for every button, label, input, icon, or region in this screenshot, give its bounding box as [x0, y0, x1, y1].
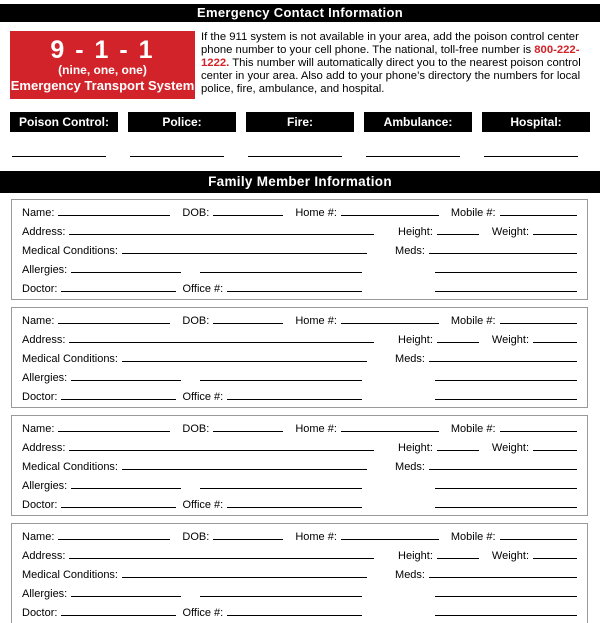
allergies-continuation-line[interactable] [200, 477, 362, 489]
height-label: Height: [398, 334, 433, 346]
height-fill-line[interactable] [437, 439, 479, 451]
doctor-label: Doctor: [22, 391, 58, 403]
doctor-fill-line[interactable] [61, 496, 176, 508]
dob-label: DOB: [182, 207, 210, 219]
office-phone-label: Office #: [182, 283, 224, 295]
dob-fill-line[interactable] [213, 312, 283, 324]
weight-label: Weight: [491, 334, 529, 346]
dob-label: DOB: [182, 423, 210, 435]
dob-label: DOB: [182, 315, 210, 327]
address-label: Address: [22, 442, 66, 454]
911-caption: Emergency Transport System [10, 78, 195, 93]
mobile-phone-fill-line[interactable] [500, 204, 577, 216]
name-label: Name: [22, 531, 55, 543]
allergies-fill-line[interactable] [71, 585, 181, 597]
member-row-allergies [22, 369, 577, 388]
meds-fill-line[interactable] [429, 350, 577, 362]
member-row-identity [22, 420, 577, 439]
member-row-medical [22, 350, 577, 369]
contact-fill-line-1[interactable] [128, 156, 236, 159]
meds-continuation-line-2[interactable] [435, 604, 577, 616]
weight-label: Weight: [491, 442, 529, 454]
emergency-contact-lines-row [0, 156, 600, 159]
contact-label-1: Police: [128, 112, 236, 132]
meds-continuation-line-1[interactable] [435, 261, 577, 273]
meds-continuation-line-1[interactable] [435, 585, 577, 597]
height-fill-line[interactable] [437, 331, 479, 343]
member-row-address [22, 223, 577, 242]
home-phone-label: Home #: [295, 207, 337, 219]
address-fill-line[interactable] [69, 439, 374, 451]
home-phone-label: Home #: [295, 315, 337, 327]
meds-fill-line[interactable] [429, 242, 577, 254]
address-fill-line[interactable] [69, 547, 374, 559]
member-row-medical [22, 458, 577, 477]
doctor-fill-line[interactable] [61, 604, 176, 616]
home-phone-fill-line[interactable] [341, 312, 439, 324]
allergies-fill-line[interactable] [71, 477, 181, 489]
contact-fill-line-rule [248, 156, 342, 157]
address-label: Address: [22, 226, 66, 238]
weight-fill-line[interactable] [533, 331, 577, 343]
name-fill-line[interactable] [58, 528, 170, 540]
family-member-block [11, 415, 588, 516]
meds-continuation-line-1[interactable] [435, 369, 577, 381]
member-row-allergies [22, 261, 577, 280]
member-row-allergies [22, 585, 577, 604]
family-section-title: Family Member Information [0, 171, 600, 193]
top-section [0, 22, 600, 99]
meds-label: Meds: [395, 569, 425, 581]
911-number: 9 - 1 - 1 [50, 36, 155, 64]
office-phone-fill-line[interactable] [227, 496, 362, 508]
height-label: Height: [398, 226, 433, 238]
weight-fill-line[interactable] [533, 547, 577, 559]
member-row-medical [22, 566, 577, 585]
medical-conditions-fill-line[interactable] [122, 350, 367, 362]
name-label: Name: [22, 315, 55, 327]
instructions-part1: If the 911 system is not available in your area, add the poison control center phone number to your cell phone. The national, toll-free number is [201, 31, 579, 56]
member-row-medical [22, 242, 577, 261]
address-fill-line[interactable] [69, 331, 374, 343]
allergies-fill-line[interactable] [71, 369, 181, 381]
medical-conditions-label: Medical Conditions: [22, 569, 118, 581]
family-member-block [11, 199, 588, 300]
instructions-part2: This number will automatically direct you to the nearest poison control center in your area. Also add to your phone’s directory the numbers for local police, fire, ambulance, and hospital. [201, 56, 581, 95]
member-row-doctor [22, 280, 577, 299]
doctor-label: Doctor: [22, 499, 58, 511]
contact-label-2: Fire: [246, 112, 354, 132]
mobile-phone-fill-line[interactable] [500, 420, 577, 432]
contact-label-3: Ambulance: [364, 112, 472, 132]
emergency-contact-labels-row [0, 112, 600, 132]
home-phone-label: Home #: [295, 531, 337, 543]
instructions-text [201, 31, 596, 99]
mobile-phone-label: Mobile #: [450, 423, 496, 435]
meds-fill-line[interactable] [429, 566, 577, 578]
allergies-continuation-line[interactable] [200, 585, 362, 597]
contact-fill-line-rule [130, 156, 224, 157]
contact-fill-line-0[interactable] [10, 156, 118, 159]
weight-label: Weight: [491, 226, 529, 238]
home-phone-fill-line[interactable] [341, 420, 439, 432]
contact-fill-line-2[interactable] [246, 156, 354, 159]
member-row-identity [22, 528, 577, 547]
member-row-address [22, 331, 577, 350]
office-phone-fill-line[interactable] [227, 388, 362, 400]
mobile-phone-fill-line[interactable] [500, 312, 577, 324]
office-phone-fill-line[interactable] [227, 604, 362, 616]
dob-fill-line[interactable] [213, 420, 283, 432]
medical-conditions-fill-line[interactable] [122, 242, 367, 254]
allergies-continuation-line[interactable] [200, 261, 362, 273]
office-phone-label: Office #: [182, 391, 224, 403]
address-label: Address: [22, 550, 66, 562]
allergies-label: Allergies: [22, 264, 68, 276]
family-members-list [0, 199, 600, 623]
medical-conditions-fill-line[interactable] [122, 458, 367, 470]
allergies-label: Allergies: [22, 372, 68, 384]
meds-continuation-line-2[interactable] [435, 496, 577, 508]
name-label: Name: [22, 423, 55, 435]
height-label: Height: [398, 442, 433, 454]
911-subtitle: (nine, one, one) [58, 63, 147, 77]
allergies-continuation-line[interactable] [200, 369, 362, 381]
mobile-phone-label: Mobile #: [450, 207, 496, 219]
allergies-fill-line[interactable] [71, 261, 181, 273]
name-fill-line[interactable] [58, 420, 170, 432]
member-row-identity [22, 312, 577, 331]
member-row-doctor [22, 388, 577, 407]
contact-fill-line-4[interactable] [482, 156, 590, 159]
meds-label: Meds: [395, 353, 425, 365]
meds-label: Meds: [395, 245, 425, 257]
contact-fill-line-3[interactable] [364, 156, 472, 159]
911-emergency-box [10, 31, 195, 99]
weight-fill-line[interactable] [533, 223, 577, 235]
home-phone-label: Home #: [295, 423, 337, 435]
meds-continuation-line-2[interactable] [435, 280, 577, 292]
member-row-address [22, 439, 577, 458]
contact-fill-line-rule [366, 156, 460, 157]
height-fill-line[interactable] [437, 223, 479, 235]
member-row-doctor [22, 496, 577, 515]
family-member-block [11, 307, 588, 408]
poison-control-phone-number: 800-222-1222. [201, 43, 580, 69]
doctor-label: Doctor: [22, 607, 58, 619]
weight-label: Weight: [491, 550, 529, 562]
dob-label: DOB: [182, 531, 210, 543]
member-row-address [22, 547, 577, 566]
mobile-phone-fill-line[interactable] [500, 528, 577, 540]
member-row-identity [22, 204, 577, 223]
contact-label-4: Hospital: [482, 112, 590, 132]
allergies-label: Allergies: [22, 588, 68, 600]
address-label: Address: [22, 334, 66, 346]
office-phone-fill-line[interactable] [227, 280, 362, 292]
meds-continuation-line-2[interactable] [435, 388, 577, 400]
name-fill-line[interactable] [58, 312, 170, 324]
weight-fill-line[interactable] [533, 439, 577, 451]
contact-label-0: Poison Control: [10, 112, 118, 132]
dob-fill-line[interactable] [213, 528, 283, 540]
height-label: Height: [398, 550, 433, 562]
address-fill-line[interactable] [69, 223, 374, 235]
doctor-fill-line[interactable] [61, 280, 176, 292]
page-title: Emergency Contact Information [0, 4, 600, 22]
family-member-block [11, 523, 588, 623]
home-phone-fill-line[interactable] [341, 528, 439, 540]
meds-fill-line[interactable] [429, 458, 577, 470]
doctor-fill-line[interactable] [61, 388, 176, 400]
medical-conditions-fill-line[interactable] [122, 566, 367, 578]
meds-continuation-line-1[interactable] [435, 477, 577, 489]
medical-conditions-label: Medical Conditions: [22, 353, 118, 365]
name-fill-line[interactable] [58, 204, 170, 216]
mobile-phone-label: Mobile #: [450, 531, 496, 543]
medical-conditions-label: Medical Conditions: [22, 461, 118, 473]
home-phone-fill-line[interactable] [341, 204, 439, 216]
member-row-doctor [22, 604, 577, 623]
name-label: Name: [22, 207, 55, 219]
office-phone-label: Office #: [182, 607, 224, 619]
doctor-label: Doctor: [22, 283, 58, 295]
contact-fill-line-rule [12, 156, 106, 157]
contact-fill-line-rule [484, 156, 578, 157]
mobile-phone-label: Mobile #: [450, 315, 496, 327]
member-row-allergies [22, 477, 577, 496]
allergies-label: Allergies: [22, 480, 68, 492]
dob-fill-line[interactable] [213, 204, 283, 216]
meds-label: Meds: [395, 461, 425, 473]
office-phone-label: Office #: [182, 499, 224, 511]
height-fill-line[interactable] [437, 547, 479, 559]
medical-conditions-label: Medical Conditions: [22, 245, 118, 257]
